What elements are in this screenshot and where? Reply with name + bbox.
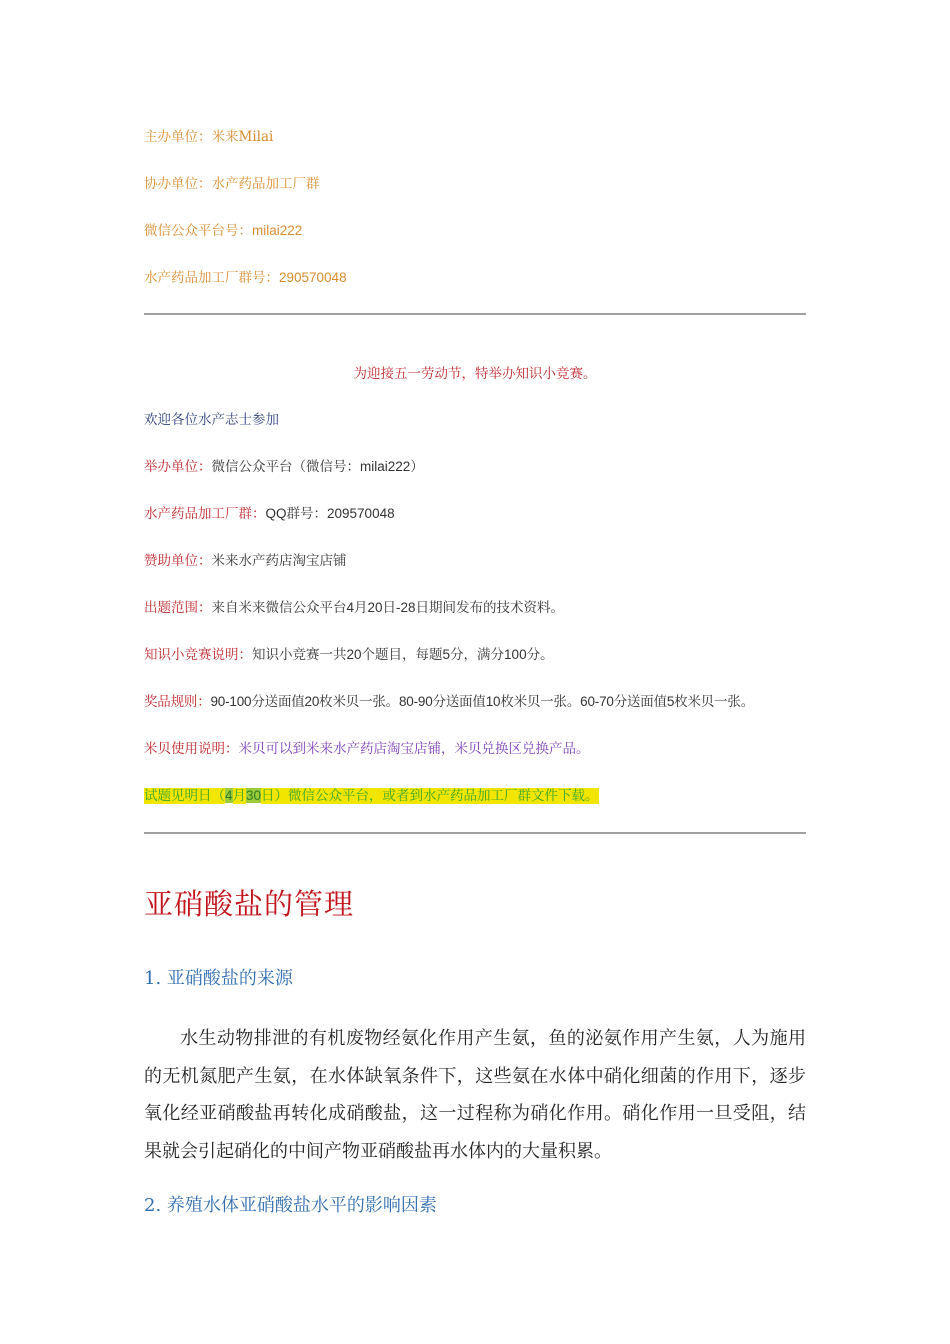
scope-label: 出题范围：: [144, 600, 212, 616]
host-value: 米来Milai: [211, 129, 274, 145]
organizer-value-c: ）: [410, 459, 424, 475]
article-title: 亚硝酸盐的管理: [144, 887, 355, 921]
prize-text-a: 90-100: [210, 694, 252, 709]
prize-text-c: 20: [304, 694, 320, 709]
scope-text-c: 月: [354, 600, 368, 616]
divider-top: [144, 313, 806, 315]
wechat-value: milai222: [252, 223, 303, 238]
rules-line: [144, 646, 554, 664]
qq-group-value-b: 群号：: [286, 506, 328, 522]
contest-heading: 为迎接五一劳动节，特举办知识小竞赛。: [353, 366, 597, 382]
prize-text-g: 10: [485, 694, 501, 709]
scope-line: [144, 599, 564, 617]
scope-text-b: 4: [346, 600, 355, 615]
answer-line: [144, 787, 599, 805]
qq-group-label: 水产药品加工厂群：: [144, 506, 266, 522]
prize-text-f: 分送面值: [432, 694, 486, 710]
organizer-value-b: milai222: [360, 459, 411, 474]
co-host-value: 水产药品加工厂群: [211, 176, 320, 192]
prize-text-d: 枚米贝一张。: [319, 694, 399, 710]
organizer-line: [144, 458, 424, 476]
rules-text-e: 分，满分: [450, 647, 505, 663]
rules-label: 知识小竞赛说明：: [144, 647, 252, 663]
wechat-label: 微信公众平台号：: [144, 223, 252, 239]
mibei-value: 米贝可以到米来水产药店淘宝店铺，米贝兑换区兑换产品。: [238, 741, 590, 757]
answer-text-a: 试题见明日（: [144, 788, 225, 804]
section-heading-1: 1. 亚硝酸盐的来源: [144, 968, 293, 989]
answer-text-d: 30: [246, 788, 262, 803]
co-host-label: 协办单位：: [144, 176, 212, 192]
qq-group-line: [144, 505, 395, 523]
rules-text-a: 知识小竞赛一共: [252, 647, 347, 663]
group-value: 290570048: [279, 270, 347, 285]
scope-text-a: 来自米来微信公众平台: [211, 600, 347, 616]
rules-text-d: 5: [442, 647, 451, 662]
scope-text-e: 日: [382, 600, 397, 616]
prize-text-j: 分送面值: [613, 694, 667, 710]
answer-text-c: 月: [232, 788, 247, 804]
scope-text-f: -28: [396, 600, 416, 615]
scope-text-g: 日期间发布的技术资料。: [415, 600, 565, 616]
prize-text-i: 60-70: [580, 694, 614, 709]
divider-bottom: [144, 832, 806, 834]
prize-line: [144, 693, 754, 711]
prize-text-e: 80-90: [398, 694, 433, 709]
group-line: [144, 269, 347, 287]
host-label: 主办单位：: [144, 129, 212, 145]
answer-text-e: 日）微信公众平台，或者到水产药品加工厂群文件下载。: [261, 788, 599, 804]
mibei-label: 米贝使用说明：: [144, 741, 239, 757]
prize-label: 奖品规则：: [144, 694, 211, 710]
organizer-label: 举办单位：: [144, 459, 212, 475]
rules-text-g: 分。: [526, 647, 554, 663]
prize-text-k: 5: [666, 694, 675, 709]
prize-text-b: 分送面值: [251, 694, 305, 710]
organizer-value-a: 微信公众平台（微信号：: [211, 459, 360, 475]
scope-text-d: 20: [367, 600, 383, 615]
qq-group-value-c: 209570048: [327, 506, 395, 521]
qq-group-value-a: QQ: [265, 506, 287, 521]
host-line: [144, 128, 273, 146]
mibei-line: [144, 740, 590, 758]
rules-text-b: 20: [346, 647, 362, 662]
prize-text-h: 枚米贝一张。: [500, 694, 581, 710]
sponsor-value: 米来水产药店淘宝店铺: [211, 553, 347, 569]
section-heading-2: 2. 养殖水体亚硝酸盐水平的影响因素: [144, 1195, 437, 1216]
rules-text-f: 100: [504, 647, 527, 662]
wechat-line: [144, 222, 302, 240]
sponsor-label: 赞助单位：: [144, 553, 212, 569]
prize-text-l: 枚米贝一张。: [674, 694, 755, 710]
sponsor-line: [144, 552, 347, 570]
group-label: 水产药品加工厂群号：: [144, 270, 279, 286]
welcome-text: 欢迎各位水产志士参加: [144, 412, 279, 428]
co-host-line: [144, 175, 320, 193]
answer-text-b: 4: [225, 788, 233, 803]
rules-text-c: 个题目，每题: [361, 647, 443, 663]
paragraph-1: 水生动物排泄的有机废物经氨化作用产生氨，鱼的泌氨作用产生氨，人为施用的无机氮肥产生氨，在水体缺氧条件下，这些氨在水体中硝化细菌的作用下，逐步氧化经亚硝酸盐再转化成硝酸盐，这一过程称为硝化作用。硝化作用一旦受阻，结果就会引起硝化的中间产物亚硝酸盐再水体内的大量积累。: [144, 1028, 806, 1162]
